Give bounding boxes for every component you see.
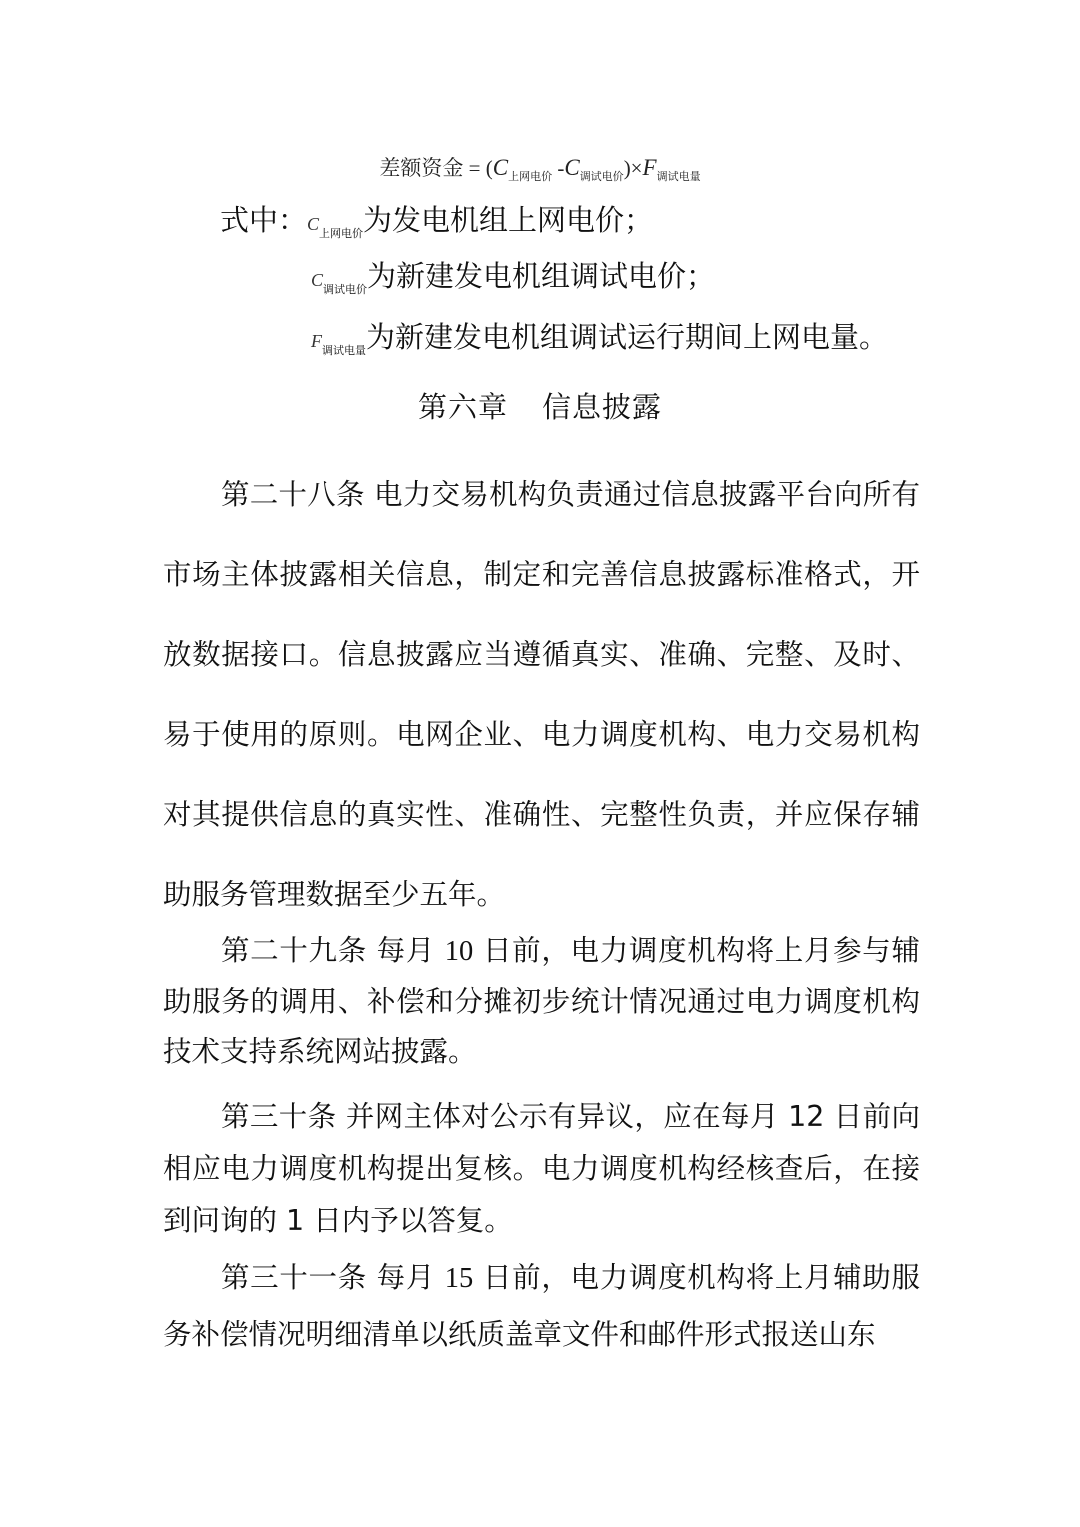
definition-text: 为发电机组上网电价；: [363, 203, 654, 237]
definition-sub: 调试电量: [322, 343, 366, 357]
formula-open-paren: (: [485, 156, 493, 180]
article-label: 第三十一条: [221, 1261, 367, 1294]
article-text: 电力交易机构负责通过信息披露平台向所有市场主体披露相关信息，制定和完善信息披露标准格式，开放数据接口。信息披露应当遵循真实、准确、完整、及时、易于使用的原则。电网企业、电力调度机构、电力交易机构对其提供信息的真实性、准确性、完整性负责，并应保存辅助服务管理数据至少五年。: [163, 478, 920, 911]
definition-row: [311, 254, 715, 312]
article-pre: 每月: [376, 934, 435, 967]
article-text: 并网主体对公示有异议，应在每月 12 日前向相应电力调度机构提出复核。电力调度机构经核查后，在接到问询的 1 日内予以答复。: [163, 1100, 920, 1237]
definition-sub: 调试电价: [323, 282, 368, 296]
article-number: 15: [444, 1263, 474, 1294]
definition-row: [220, 198, 653, 256]
article-label: 第三十条: [221, 1100, 337, 1133]
formula-equals: =: [468, 156, 481, 180]
definition-sub: 上网电价: [319, 226, 364, 240]
formula-sub-grid-price: 上网电价: [508, 170, 553, 184]
article-label: 第二十九条: [221, 934, 367, 967]
definition-text: 为新建发电机组调试运行期间上网电量。: [366, 320, 889, 354]
article-text: 日前，电力调度机构将上月参与辅助服务的调用、补偿和分摊初步统计情况通过电力调度机构技术支持系统网站披露。: [163, 934, 920, 1068]
definition-text: 为新建发电机组调试电价；: [367, 259, 716, 293]
article-pre: 每月: [376, 1261, 435, 1294]
balance-formula: [0, 153, 1080, 192]
formula-sub-test-price: 调试电价: [579, 170, 624, 184]
article-number: 10: [444, 936, 474, 967]
definition-symbol: C: [311, 270, 324, 290]
definition-lead: 式中：: [220, 203, 308, 237]
article-29: [163, 926, 920, 1077]
definition-symbol: C: [307, 214, 320, 234]
formula-c-symbol: C: [492, 155, 509, 180]
formula-sub-test-energy: 调试电量: [656, 170, 701, 184]
article-31: [163, 1250, 920, 1363]
formula-lhs: 差额资金: [379, 156, 464, 180]
article-label: 第二十八条: [221, 478, 365, 511]
definition-row: [311, 315, 888, 373]
article-30: [163, 1091, 920, 1247]
article-text: 日前，电力调度机构将上月辅助服务补偿情况明细清单以纸质盖章文件和邮件形式报送山东: [163, 1261, 920, 1351]
chapter-title: 信息披露: [542, 390, 663, 424]
article-28: [163, 455, 920, 935]
formula-minus: -: [557, 156, 565, 180]
formula-f-symbol: F: [642, 155, 657, 180]
chapter-number: 第六章: [417, 390, 508, 424]
formula-close-times: )×: [623, 156, 643, 180]
chapter-heading: [0, 385, 1080, 429]
formula-c-symbol-2: C: [564, 155, 580, 180]
definition-symbol: F: [311, 331, 322, 351]
